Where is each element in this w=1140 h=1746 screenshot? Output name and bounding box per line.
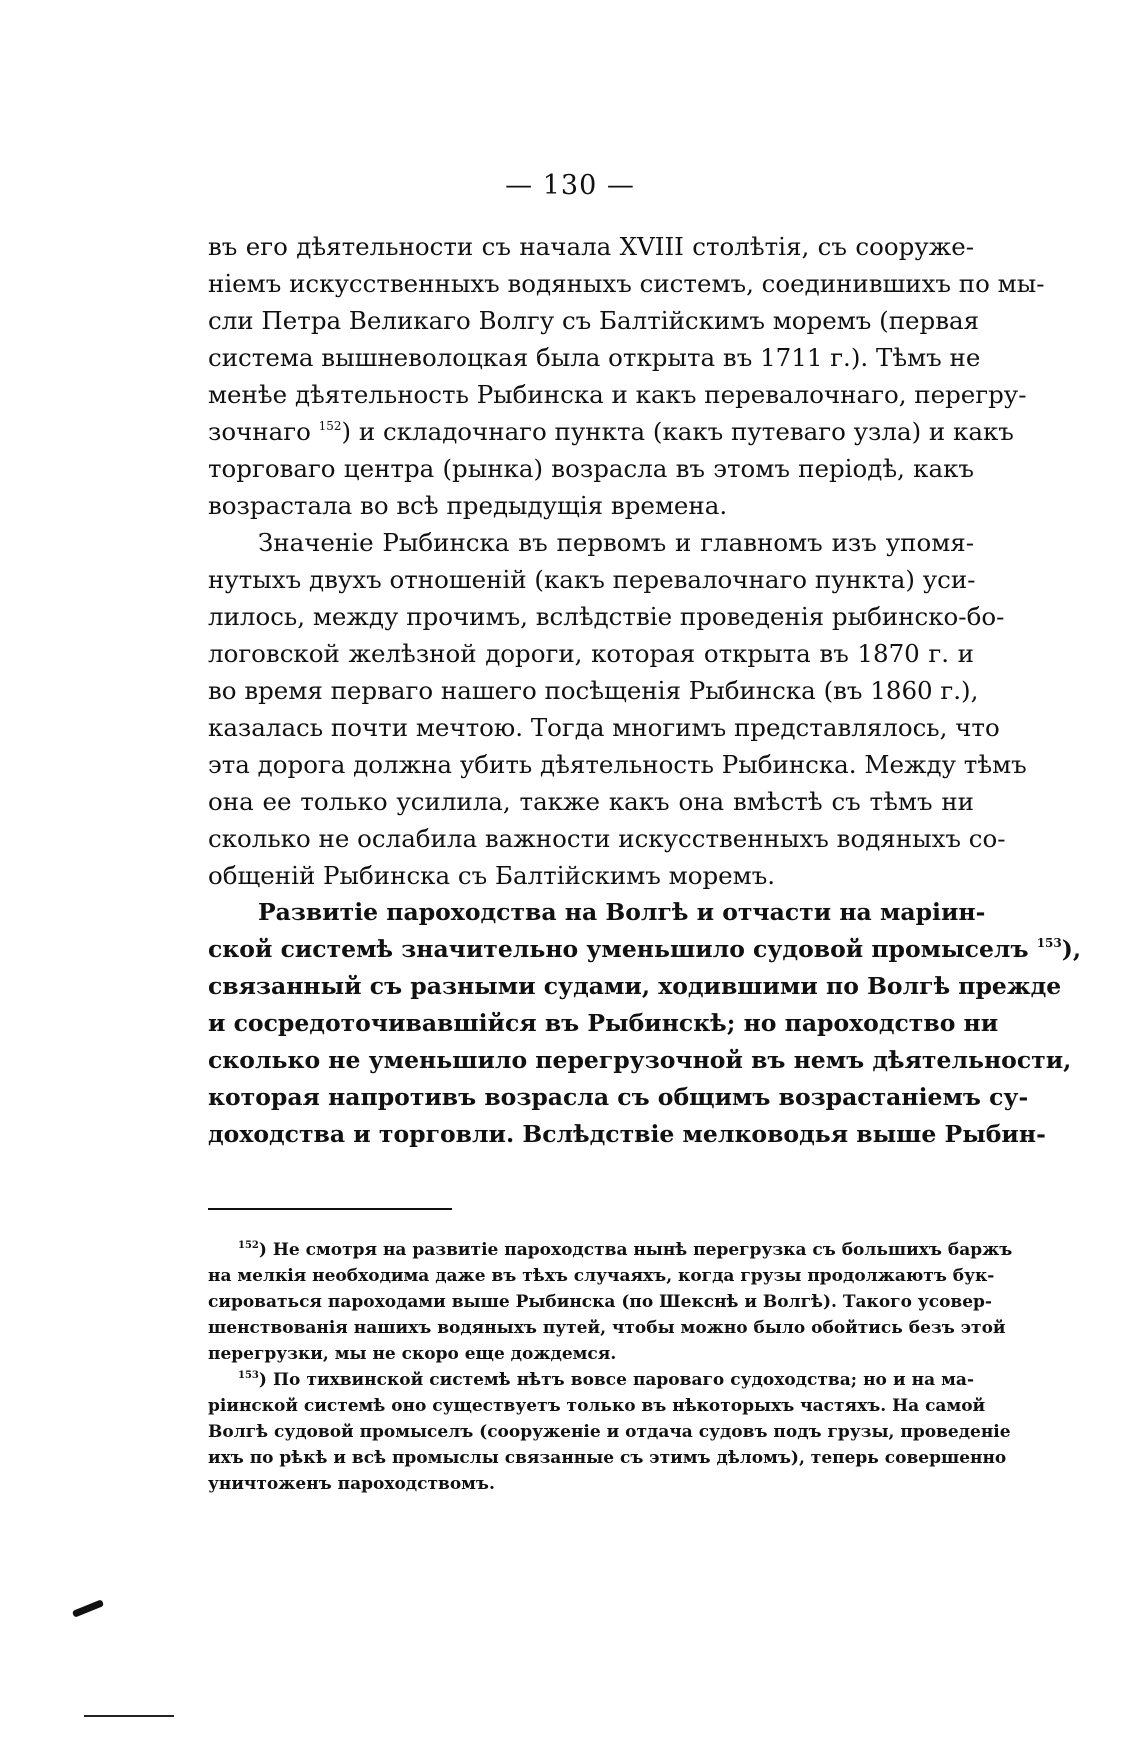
text-line-with-footnote-ref: [208, 413, 1014, 450]
text-line: и сосредоточивавшійся въ Рыбинскѣ; но пароходство ни: [208, 1009, 999, 1037]
text-line: эта дорога должна убить дѣятельность Рыбинска. Между тѣмъ: [208, 750, 1027, 779]
text-line: сколько не ослабила важности искусственныхъ водяныхъ со-: [208, 824, 1006, 853]
text-line: торговаго центра (рынка) возрасла въ этомъ періодѣ, какъ: [208, 454, 974, 483]
footnote-marker: 152: [238, 1240, 259, 1251]
text-line: Значеніе Рыбинска въ первомъ и главномъ изъ упомя-: [258, 528, 974, 557]
text-fragment: ),: [1061, 935, 1082, 963]
text-line: менѣе дѣятельность Рыбинска и какъ перевалочнаго, перегру-: [208, 380, 1027, 409]
text-line: ніемъ искусственныхъ водяныхъ системъ, соединившихъ по мы-: [208, 269, 1045, 298]
text-fragment: зочнаго: [208, 417, 311, 446]
main-text: [208, 228, 1082, 1153]
text-fragment: ) и складочнаго пункта (какъ путеваго узла) и какъ: [341, 417, 1014, 446]
footnote-reference: 152: [318, 419, 342, 433]
text-line: казалась почти мечтою. Тогда многимъ представлялось, что: [208, 713, 1000, 742]
ink-mark: [72, 1599, 104, 1617]
text-fragment: ской системѣ значительно уменьшило судовой промыселъ: [208, 935, 1029, 963]
footnote-line: шенствованія нашихъ водяныхъ путей, чтобы можно было обойтись безъ этой: [208, 1318, 1006, 1338]
text-line: система вышневолоцкая была открыта въ 1711 г.). Тѣмъ не: [208, 343, 981, 372]
footnote-line: [208, 1237, 1013, 1263]
text-line: сли Петра Великаго Волгу съ Балтійскимъ моремъ (первая: [208, 306, 980, 335]
text-line: которая напротивъ возрасла съ общимъ возрастаніемъ су-: [208, 1083, 1029, 1111]
footnote-line: [208, 1367, 974, 1393]
text-line: Развитіе пароходства на Волгѣ и отчасти на маріин-: [258, 898, 986, 926]
text-line: въ его дѣятельности съ начала XVIII столѣтія, съ сооруже-: [208, 232, 974, 261]
footnote-line: перегрузки, мы не скоро еще дождемся.: [208, 1344, 617, 1364]
footnote-reference: 153: [1036, 936, 1062, 950]
footnote-line: ріинской системѣ оно существуетъ только въ нѣкоторыхъ частяхъ. На самой: [208, 1396, 986, 1416]
footnotes: [208, 1237, 1013, 1497]
text-line: лилось, между прочимъ, вслѣдствіе проведенія рыбинско-бо-: [208, 602, 1005, 631]
margin-line: [84, 1715, 174, 1717]
text-line-with-footnote-ref: [208, 931, 1082, 968]
footnote-line: Волгѣ судовой промыселъ (сооруженіе и отдача судовъ подъ грузы, проведеніе: [208, 1422, 1011, 1442]
text-line: сколько не уменьшило перегрузочной въ немъ дѣятельности,: [208, 1046, 1072, 1074]
text-line: связанный съ разными судами, ходившими по Волгѣ прежде: [208, 972, 1062, 1000]
footnote-line: сироваться пароходами выше Рыбинска (по Шекснѣ и Волгѣ). Такого усовер-: [208, 1292, 992, 1312]
text-line: доходства и торговли. Вслѣдствіе мелководья выше Рыбин-: [208, 1120, 1046, 1148]
text-line: она ее только усилила, также какъ она вмѣстѣ съ тѣмъ ни: [208, 787, 974, 816]
footnote-marker: 153: [238, 1370, 259, 1381]
footnote-separator: [208, 1208, 452, 1210]
page-number: — 130 —: [505, 170, 635, 201]
text-line: нутыхъ двухъ отношеній (какъ перевалочнаго пункта) уси-: [208, 565, 976, 594]
text-fragment: ) Не смотря на развитіе пароходства нынѣ перегрузка съ большихъ баржъ: [258, 1240, 1013, 1260]
text-line: логовской желѣзной дороги, которая открыта въ 1870 г. и: [208, 639, 974, 668]
footnote-line: ихъ по рѣкѣ и всѣ промыслы связанные съ этимъ дѣломъ), теперь совершенно: [208, 1448, 1007, 1468]
text-fragment: ) По тихвинской системѣ нѣтъ вовсе пароваго судоходства; но и на ма-: [258, 1370, 974, 1390]
text-line: общеній Рыбинска съ Балтійскимъ моремъ.: [208, 861, 776, 890]
text-line: возрастала во всѣ предыдущія времена.: [208, 491, 728, 520]
footnote-line: уничтоженъ пароходствомъ.: [208, 1474, 495, 1494]
footnote-line: на мелкія необходима даже въ тѣхъ случаяхъ, когда грузы продолжаютъ бук-: [208, 1266, 995, 1286]
text-line: во время перваго нашего посѣщенія Рыбинска (въ 1860 г.),: [208, 676, 979, 705]
